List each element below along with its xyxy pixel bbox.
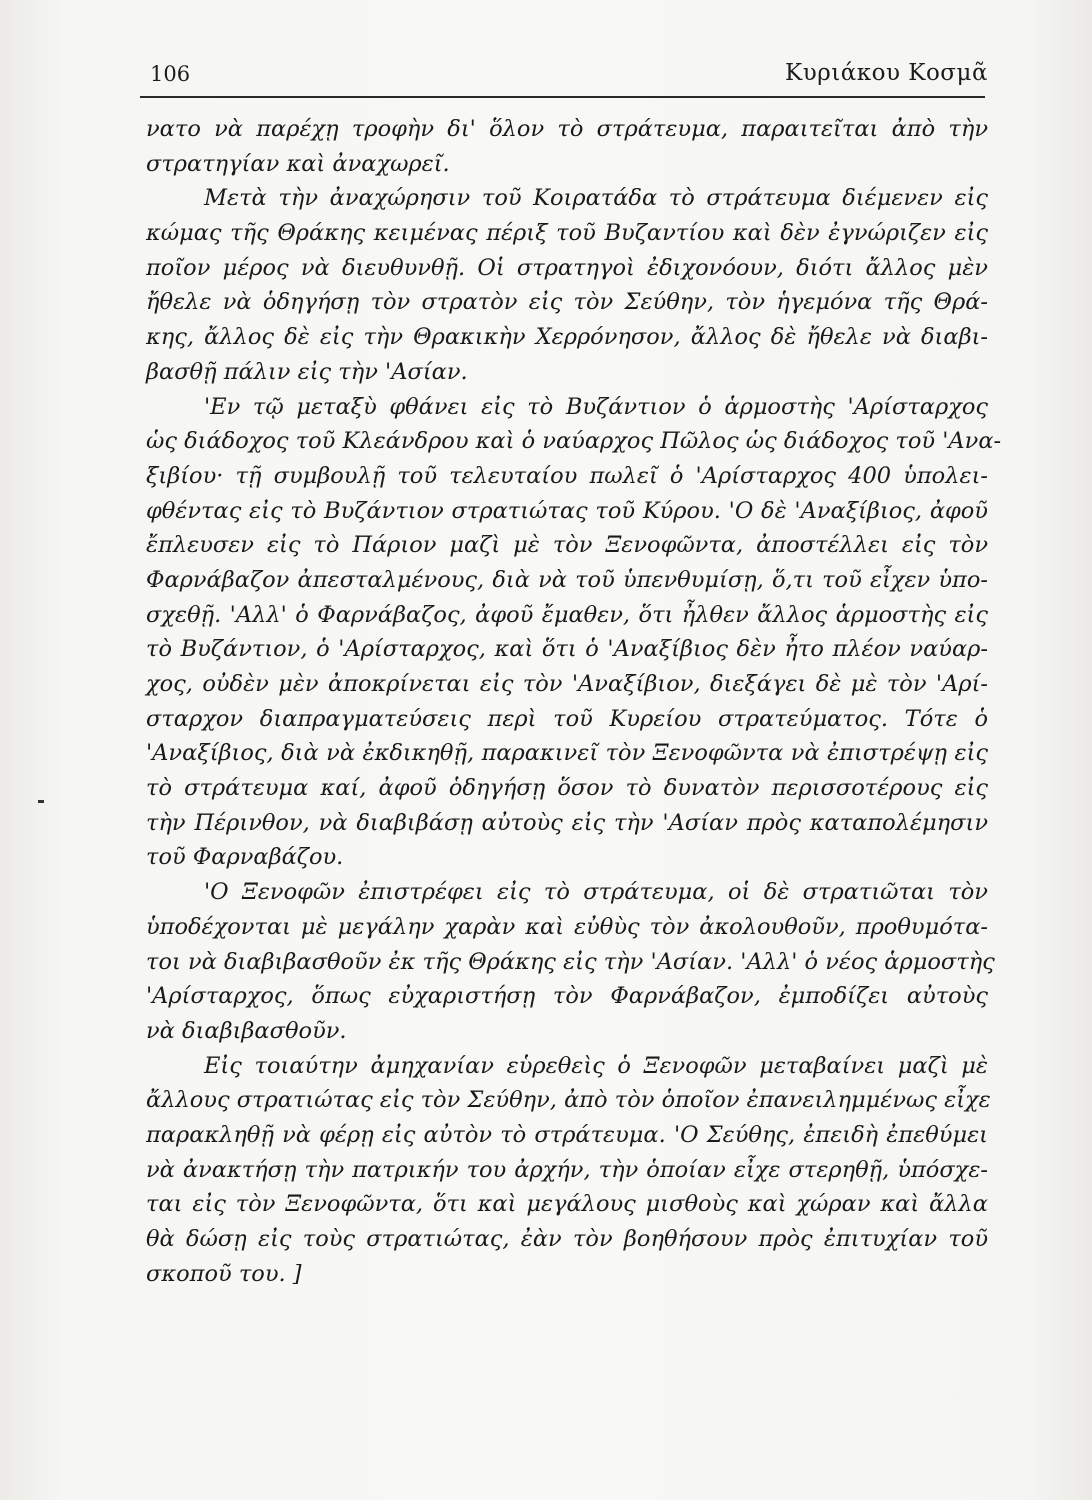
text-line: τὴν Πέρινθον, νὰ διαβιβάσῃ αὐτοὺς εἰς τὴν 'Ασίαν πρὸς καταπολέμησιν xyxy=(146,809,988,836)
text-line: ἔπλευσεν εἰς τὸ Πάριον μαζὶ μὲ τὸν Ξενοφῶντα, ἀποστέλλει εἰς τὸν xyxy=(146,532,988,559)
text-line: κης, ἄλλος δὲ εἰς τὴν Θρακικὴν Χερρόνησον, ἄλλος δὲ ἤθελε νὰ διαβι- xyxy=(146,324,988,351)
header-rule xyxy=(140,96,985,98)
text-line: νατο νὰ παρέχῃ τροφὴν δι' ὅλον τὸ στράτευμα, παραιτεῖται ἀπὸ τὴν xyxy=(146,116,988,142)
text-line: βασθῇ πάλιν εἰς τὴν 'Ασίαν. xyxy=(146,358,468,385)
text-line: ἤθελε νὰ ὁδηγήσῃ τὸν στρατὸν εἰς τὸν Σεύθην, τὸν ἡγεμόνα τῆς Θρά- xyxy=(146,289,988,316)
text-line: φθέντας εἰς τὸ Βυζάντιον στρατιώτας τοῦ Κύρου. 'Ο δὲ 'Αναξίβιος, ἀφοῦ xyxy=(146,497,988,524)
margin-mark xyxy=(38,800,44,803)
text-line: Μετὰ τὴν ἀναχώρησιν τοῦ Κοιρατάδα τὸ στράτευμα διέμενεν εἰς xyxy=(204,185,988,212)
text-line: 'Εν τῷ μεταξὺ φθάνει εἰς τὸ Βυζάντιον ὁ ἁρμοστὴς 'Αρίσταρχος xyxy=(204,393,988,420)
text-line: ξιβίου· τῇ συμβουλῇ τοῦ τελευταίου πωλεῖ ὁ 'Αρίσταρχος 400 ὑπολει- xyxy=(146,462,988,489)
text-line: θὰ δώσῃ εἰς τοὺς στρατιώτας, ἐὰν τὸν βοηθήσουν πρὸς ἐπιτυχίαν τοῦ xyxy=(146,1226,988,1252)
page-number: 106 xyxy=(150,62,191,86)
body-text xyxy=(146,112,1002,1291)
text-line: ται εἰς τὸν Ξενοφῶντα, ὅτι καὶ μεγάλους μισθοὺς καὶ χώραν καὶ ἄλλα xyxy=(146,1191,988,1218)
text-line: 'Ο Ξενοφῶν ἐπιστρέφει εἰς τὸ στράτευμα, οἱ δὲ στρατιῶται τὸν xyxy=(204,879,988,906)
text-line: νὰ ἀνακτήσῃ τὴν πατρικήν του ἀρχήν, τὴν ὁποίαν εἶχε στερηθῇ, ὑπόσχε- xyxy=(146,1156,988,1183)
text-line: 'Αρίσταρχος, ὅπως εὐχαριστήσῃ τὸν Φαρνάβαζον, ἐμποδίζει αὐτοὺς xyxy=(146,983,988,1010)
text-line: νὰ διαβιβασθοῦν. xyxy=(146,1017,347,1044)
text-line: τὸ Βυζάντιον, ὁ 'Αρίσταρχος, καὶ ὅτι ὁ 'Αναξίβιος δὲν ἦτο πλέον ναύαρ- xyxy=(146,636,988,663)
text-line: στρατηγίαν καὶ ἀναχωρεῖ. xyxy=(146,150,450,177)
text-line: παρακληθῇ νὰ φέρῃ εἰς αὐτὸν τὸ στράτευμα. 'Ο Σεύθης, ἐπειδὴ ἐπεθύμει xyxy=(146,1121,988,1148)
text-line: σκοποῦ του. ] xyxy=(146,1260,302,1287)
text-line: κώμας τῆς Θράκης κειμένας πέριξ τοῦ Βυζαντίου καὶ δὲν ἐγνώριζεν εἰς xyxy=(146,220,988,247)
text-line: χος, οὐδὲν μὲν ἀποκρίνεται εἰς τὸν 'Αναξίβιον, διεξάγει δὲ μὲ τὸν 'Αρί- xyxy=(146,671,988,697)
text-line: ὡς διάδοχος τοῦ Κλεάνδρου καὶ ὁ ναύαρχος Πῶλος ὡς διάδοχος τοῦ 'Ανα- xyxy=(146,428,1002,455)
text-line: τὸ στράτευμα καί, ἀφοῦ ὁδηγήσῃ ὅσον τὸ δυνατὸν περισσοτέρους εἰς xyxy=(146,775,988,802)
running-title: Κυριάκου Κοσμᾶ xyxy=(785,60,988,86)
text-line: Φαρνάβαζον ἀπεσταλμένους, διὰ νὰ τοῦ ὑπενθυμίσῃ, ὅ,τι τοῦ εἶχεν ὑπο- xyxy=(146,566,988,593)
text-line: ἄλλους στρατιώτας εἰς τὸν Σεύθην, ἀπὸ τὸν ὁποῖον ἐπανειλημμένως εἶχε xyxy=(146,1087,991,1114)
text-line: σχεθῇ. 'Αλλ' ὁ Φαρνάβαζος, ἀφοῦ ἔμαθεν, ὅτι ἦλθεν ἄλλος ἁρμοστὴς εἰς xyxy=(146,601,988,628)
running-head xyxy=(140,58,988,92)
text-line: 'Αναξίβιος, διὰ νὰ ἐκδικηθῇ, παρακινεῖ τὸν Ξενοφῶντα νὰ ἐπιστρέψῃ εἰς xyxy=(146,740,988,767)
text-line: τοι νὰ διαβιβασθοῦν ἐκ τῆς Θράκης εἰς τὴν 'Ασίαν. 'Αλλ' ὁ νέος ἁρμοστὴς xyxy=(146,948,995,975)
text-line: ποῖον μέρος νὰ διευθυνθῇ. Οἱ στρατηγοὶ ἐδιχονόουν, διότι ἄλλος μὲν xyxy=(146,254,988,281)
text-line: Εἰς τοιαύτην ἀμηχανίαν εὑρεθεὶς ὁ Ξενοφῶν μεταβαίνει μαζὶ μὲ xyxy=(204,1052,988,1079)
text-line: σταρχον διαπραγματεύσεις περὶ τοῦ Κυρείου στρατεύματος. Τότε ὁ xyxy=(146,705,988,732)
text-line: ὑποδέχονται μὲ μεγάλην χαρὰν καὶ εὐθὺς τὸν ἀκολουθοῦν, προθυμότα- xyxy=(146,913,988,940)
text-line: τοῦ Φαρναβάζου. xyxy=(146,844,344,871)
